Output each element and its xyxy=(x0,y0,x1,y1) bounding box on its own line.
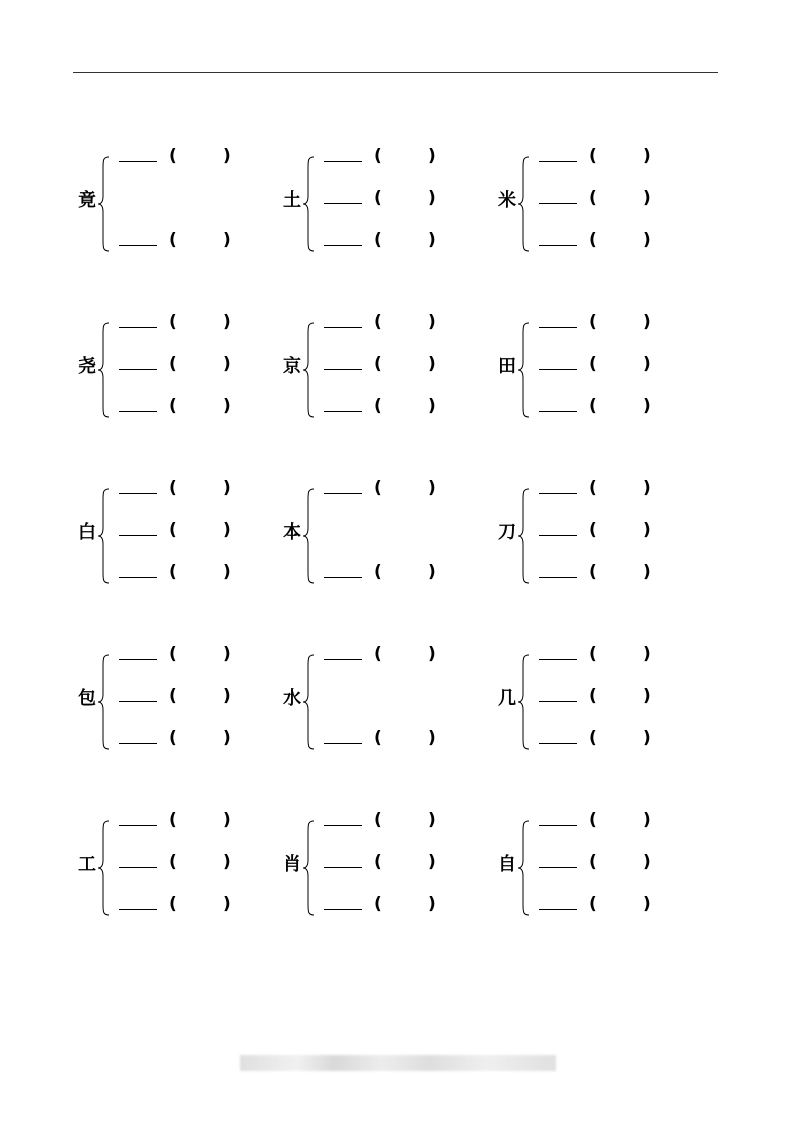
paren-close: ) xyxy=(428,894,436,914)
paren-close: ) xyxy=(643,146,651,166)
entry-char: 肖 xyxy=(283,854,301,875)
answer-slot xyxy=(539,188,689,210)
paren-close: ) xyxy=(643,396,651,416)
paren-open: ( xyxy=(169,728,177,748)
paren-open: ( xyxy=(374,562,382,582)
paren-open: ( xyxy=(589,562,597,582)
answer-slot xyxy=(324,146,474,168)
answer-blank-line[interactable] xyxy=(119,867,157,868)
answer-slot xyxy=(324,396,474,418)
paren-open: ( xyxy=(374,728,382,748)
answer-blank-line[interactable] xyxy=(324,369,362,370)
entry-7 xyxy=(75,478,275,588)
paren-close: ) xyxy=(223,312,231,332)
paren-open: ( xyxy=(374,852,382,872)
answer-slot xyxy=(539,146,689,168)
answer-slot xyxy=(324,354,474,376)
entry-15 xyxy=(495,810,695,920)
answer-slot xyxy=(119,396,269,418)
answer-blank-line[interactable] xyxy=(119,161,157,162)
paren-close: ) xyxy=(223,354,231,374)
answer-blank-line[interactable] xyxy=(539,659,577,660)
paren-close: ) xyxy=(428,146,436,166)
curly-brace-icon xyxy=(517,322,531,418)
paren-close: ) xyxy=(428,728,436,748)
answer-blank-line[interactable] xyxy=(324,743,362,744)
entry-3 xyxy=(495,146,695,256)
answer-slot xyxy=(539,230,689,252)
answer-blank-line[interactable] xyxy=(119,659,157,660)
curly-brace-icon xyxy=(97,156,111,252)
paren-open: ( xyxy=(589,852,597,872)
paren-open: ( xyxy=(589,810,597,830)
paren-close: ) xyxy=(643,312,651,332)
paren-close: ) xyxy=(643,230,651,250)
paren-close: ) xyxy=(223,478,231,498)
answer-slot xyxy=(539,894,689,916)
paren-open: ( xyxy=(374,894,382,914)
answer-slot xyxy=(539,562,689,584)
paren-open: ( xyxy=(374,188,382,208)
answer-blank-line[interactable] xyxy=(119,327,157,328)
paren-close: ) xyxy=(223,396,231,416)
paren-close: ) xyxy=(223,230,231,250)
answer-blank-line[interactable] xyxy=(119,245,157,246)
answer-slot xyxy=(119,230,269,252)
entry-13 xyxy=(75,810,275,920)
entry-char: 本 xyxy=(283,522,301,543)
answer-blank-line[interactable] xyxy=(119,369,157,370)
paren-close: ) xyxy=(643,686,651,706)
paren-open: ( xyxy=(589,686,597,706)
answer-slot xyxy=(324,478,474,500)
paren-close: ) xyxy=(643,644,651,664)
entry-char: 包 xyxy=(78,688,96,709)
paren-open: ( xyxy=(589,478,597,498)
paren-open: ( xyxy=(589,520,597,540)
entry-9 xyxy=(495,478,695,588)
answer-slot xyxy=(119,810,269,832)
curly-brace-icon xyxy=(517,820,531,916)
answer-blank-line[interactable] xyxy=(539,203,577,204)
answer-blank-line[interactable] xyxy=(539,701,577,702)
curly-brace-icon xyxy=(517,488,531,584)
answer-blank-line[interactable] xyxy=(539,245,577,246)
curly-brace-icon xyxy=(97,820,111,916)
entry-char: 自 xyxy=(498,854,516,875)
paren-open: ( xyxy=(169,852,177,872)
entry-char: 京 xyxy=(283,356,301,377)
paren-close: ) xyxy=(643,810,651,830)
answer-blank-line[interactable] xyxy=(539,577,577,578)
answer-slot xyxy=(324,644,474,666)
answer-slot xyxy=(324,230,474,252)
paren-close: ) xyxy=(428,312,436,332)
paren-close: ) xyxy=(643,562,651,582)
answer-blank-line[interactable] xyxy=(119,743,157,744)
entry-11 xyxy=(280,644,480,754)
answer-slot xyxy=(119,686,269,708)
paren-open: ( xyxy=(169,562,177,582)
paren-open: ( xyxy=(169,146,177,166)
entry-char: 竟 xyxy=(78,190,96,211)
answer-blank-line[interactable] xyxy=(119,411,157,412)
entry-char: 工 xyxy=(78,854,96,875)
entry-12 xyxy=(495,644,695,754)
answer-blank-line[interactable] xyxy=(119,535,157,536)
paren-close: ) xyxy=(643,852,651,872)
answer-slot xyxy=(119,852,269,874)
answer-slot xyxy=(119,894,269,916)
answer-blank-line[interactable] xyxy=(539,909,577,910)
answer-slot xyxy=(539,852,689,874)
answer-blank-line[interactable] xyxy=(324,577,362,578)
entry-5 xyxy=(280,312,480,422)
answer-blank-line[interactable] xyxy=(539,743,577,744)
paren-close: ) xyxy=(428,852,436,872)
answer-slot xyxy=(539,396,689,418)
curly-brace-icon xyxy=(302,156,316,252)
answer-blank-line[interactable] xyxy=(539,535,577,536)
paren-open: ( xyxy=(169,810,177,830)
paren-open: ( xyxy=(589,396,597,416)
answer-blank-line[interactable] xyxy=(324,825,362,826)
answer-slot xyxy=(539,644,689,666)
entry-1 xyxy=(75,146,275,256)
answer-blank-line[interactable] xyxy=(539,327,577,328)
answer-slot xyxy=(119,562,269,584)
answer-blank-line[interactable] xyxy=(119,701,157,702)
answer-blank-line[interactable] xyxy=(324,659,362,660)
answer-blank-line[interactable] xyxy=(119,825,157,826)
paren-open: ( xyxy=(374,810,382,830)
paren-close: ) xyxy=(643,354,651,374)
footer-blurred-text xyxy=(240,1055,556,1071)
curly-brace-icon xyxy=(97,322,111,418)
answer-slot xyxy=(539,478,689,500)
paren-close: ) xyxy=(643,188,651,208)
answer-blank-line[interactable] xyxy=(324,161,362,162)
answer-blank-line[interactable] xyxy=(324,327,362,328)
paren-close: ) xyxy=(223,810,231,830)
entry-char: 田 xyxy=(498,356,516,377)
paren-close: ) xyxy=(428,188,436,208)
entry-10 xyxy=(75,644,275,754)
entry-char: 刀 xyxy=(498,522,516,543)
answer-slot xyxy=(539,520,689,542)
answer-blank-line[interactable] xyxy=(119,909,157,910)
answer-slot xyxy=(119,520,269,542)
curly-brace-icon xyxy=(517,156,531,252)
answer-blank-line[interactable] xyxy=(119,577,157,578)
paren-open: ( xyxy=(169,354,177,374)
entry-char: 尧 xyxy=(78,356,96,377)
paren-open: ( xyxy=(169,396,177,416)
paren-close: ) xyxy=(223,146,231,166)
paren-close: ) xyxy=(428,644,436,664)
paren-close: ) xyxy=(643,520,651,540)
paren-open: ( xyxy=(374,354,382,374)
paren-close: ) xyxy=(428,478,436,498)
entry-14 xyxy=(280,810,480,920)
paren-close: ) xyxy=(428,354,436,374)
paren-close: ) xyxy=(223,520,231,540)
paren-close: ) xyxy=(428,396,436,416)
entry-4 xyxy=(75,312,275,422)
answer-slot xyxy=(119,146,269,168)
paren-close: ) xyxy=(643,728,651,748)
answer-slot xyxy=(324,562,474,584)
answer-slot xyxy=(119,312,269,334)
paren-open: ( xyxy=(169,686,177,706)
paren-open: ( xyxy=(589,230,597,250)
paren-open: ( xyxy=(374,478,382,498)
answer-slot xyxy=(324,894,474,916)
answer-slot xyxy=(539,686,689,708)
answer-slot xyxy=(324,312,474,334)
paren-close: ) xyxy=(428,562,436,582)
paren-open: ( xyxy=(169,520,177,540)
paren-close: ) xyxy=(643,478,651,498)
curly-brace-icon xyxy=(517,654,531,750)
answer-blank-line[interactable] xyxy=(539,825,577,826)
answer-slot xyxy=(539,810,689,832)
entry-8 xyxy=(280,478,480,588)
entry-char: 水 xyxy=(283,688,301,709)
paren-close: ) xyxy=(223,852,231,872)
paren-open: ( xyxy=(374,146,382,166)
curly-brace-icon xyxy=(302,322,316,418)
answer-blank-line[interactable] xyxy=(539,867,577,868)
paren-close: ) xyxy=(428,230,436,250)
entry-char: 米 xyxy=(498,190,516,211)
entry-char: 土 xyxy=(283,190,301,211)
paren-close: ) xyxy=(223,562,231,582)
paren-open: ( xyxy=(589,728,597,748)
paren-close: ) xyxy=(428,810,436,830)
curly-brace-icon xyxy=(302,488,316,584)
answer-slot xyxy=(119,354,269,376)
answer-blank-line[interactable] xyxy=(539,493,577,494)
paren-open: ( xyxy=(589,354,597,374)
answer-blank-line[interactable] xyxy=(119,493,157,494)
answer-blank-line[interactable] xyxy=(324,909,362,910)
paren-open: ( xyxy=(169,894,177,914)
entry-2 xyxy=(280,146,480,256)
paren-open: ( xyxy=(589,188,597,208)
paren-open: ( xyxy=(374,230,382,250)
answer-slot xyxy=(119,478,269,500)
answer-slot xyxy=(119,644,269,666)
entry-char: 白 xyxy=(78,522,96,543)
answer-slot xyxy=(324,188,474,210)
paren-open: ( xyxy=(169,312,177,332)
paren-close: ) xyxy=(223,728,231,748)
paren-open: ( xyxy=(374,312,382,332)
answer-blank-line[interactable] xyxy=(324,411,362,412)
curly-brace-icon xyxy=(302,654,316,750)
answer-slot xyxy=(324,852,474,874)
answer-blank-line[interactable] xyxy=(539,369,577,370)
paren-open: ( xyxy=(589,312,597,332)
answer-slot xyxy=(539,354,689,376)
paren-open: ( xyxy=(374,644,382,664)
answer-blank-line[interactable] xyxy=(539,161,577,162)
answer-blank-line[interactable] xyxy=(324,203,362,204)
paren-close: ) xyxy=(223,644,231,664)
paren-open: ( xyxy=(589,894,597,914)
paren-open: ( xyxy=(169,230,177,250)
answer-blank-line[interactable] xyxy=(324,867,362,868)
curly-brace-icon xyxy=(97,654,111,750)
paren-open: ( xyxy=(169,644,177,664)
answer-blank-line[interactable] xyxy=(539,411,577,412)
paren-close: ) xyxy=(223,894,231,914)
answer-blank-line[interactable] xyxy=(324,493,362,494)
curly-brace-icon xyxy=(97,488,111,584)
answer-slot xyxy=(324,728,474,750)
answer-slot xyxy=(539,312,689,334)
paren-open: ( xyxy=(374,396,382,416)
answer-slot xyxy=(324,810,474,832)
paren-open: ( xyxy=(169,478,177,498)
entry-6 xyxy=(495,312,695,422)
curly-brace-icon xyxy=(302,820,316,916)
paren-open: ( xyxy=(589,146,597,166)
entry-char: 几 xyxy=(498,688,516,709)
paren-close: ) xyxy=(643,894,651,914)
answer-slot xyxy=(119,728,269,750)
answer-blank-line[interactable] xyxy=(324,245,362,246)
paren-open: ( xyxy=(589,644,597,664)
answer-slot xyxy=(539,728,689,750)
paren-close: ) xyxy=(223,686,231,706)
